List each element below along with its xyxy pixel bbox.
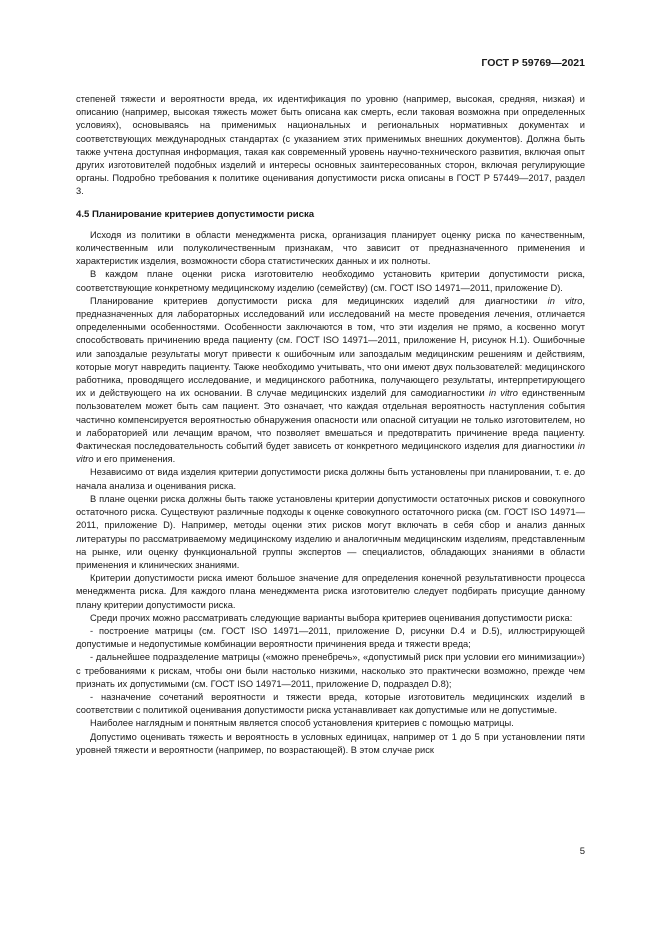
text-run: Планирование критериев допустимости риска для медицинских изделий для диагностики xyxy=(90,295,548,306)
list-item: - построение матрицы (см. ГОСТ ISO 14971—2011, приложение D, рисунки D.4 и D.5), иллюстрирующей допустимые и недопустимые комбинации вероятности причинения вреда и тяжести вреда; xyxy=(76,625,585,650)
document-code: ГОСТ Р 59769—2021 xyxy=(481,57,585,69)
paragraph: В плане оценки риска должны быть также установлены критерии допустимости остаточных рисков и совокупного остаточного риска. Существуют различные подходы к оценке совокупного остаточного риска (см. ГОСТ ISO 14971—2011, приложение D). Например, методы оценки этих рисков могут включать в себя сбор и анализ данных литературы по рассматриваемому медицинскому изделию и аналогичным медицинским изделиям, представленным на рынке, или оценку функциональной группы экспертов — специалистов, обладающих знаниями в области применения и клинических знаниями. xyxy=(76,493,585,570)
text-run: единственным пользователем может быть сам пациент. Это означает, что каждая отдельная вероятность наступления события частично компенсируется вероятностью обнаружения опасности или опасной ситуации не только изготовителем, но и лабораторией или лечащим врачом, что позволяет вмешаться и предотвратить причинение вреда пациенту. Фактическая последовательность событий будет зависеть от конкретного медицинского изделия для диагностики xyxy=(76,388,585,452)
paragraph: Наиболее наглядным и понятным является способ установления критериев с помощью матрицы. xyxy=(90,718,514,729)
paragraph: Критерии допустимости риска имеют большое значение для определения конечной результативности процесса менеджмента риска. Для каждого плана менеджмента риска изготовителю следует подбирать присущие данному плану критерии допустимости риска. xyxy=(76,573,585,610)
list-item: - назначение сочетаний вероятности и тяжести вреда, которые изготовитель медицинских изделий в соответствии с политикой оценивания допустимости риска устанавливает как допустимые или не допустимые. xyxy=(76,691,585,716)
italic-term: in vitro xyxy=(76,441,585,465)
italic-term: in vitro xyxy=(488,388,518,399)
list-item: - дальнейшее подразделение матрицы («можно пренебречь», «допустимый риск при условии его минимизации») с требованиями к рискам, чтобы они были настолько низкими, насколько это практически возможно, прежде чем признать их допустимыми (см. ГОСТ ISO 14971—2011, приложение D, подраздел D.8); xyxy=(76,652,585,689)
section-heading: 4.5 Планирование критериев допустимости риска xyxy=(76,208,315,220)
text-run: и его применения. xyxy=(93,454,176,465)
paragraph: Исходя из политики в области менеджмента риска, организация планирует оценку риска по качественным, количественным или полуколичественным признакам, что зависит от предназначенного применения и характеристик изделия, возможности сбора статистических данных и их полноты. xyxy=(76,229,585,267)
paragraph: В каждом плане оценки риска изготовителю необходимо установить критерии допустимости риска, соответствующие конкретному медицинскому изделию (семейству) (см. ГОСТ ISO 14971—2011, приложение D). xyxy=(76,269,585,293)
paragraph: Независимо от вида изделия критерии допустимости риска должны быть установлены при планировании, т. е. до начала анализа и оценивания риска. xyxy=(76,467,585,491)
paragraph: Среди прочих можно рассматривать следующие варианты выбора критериев оценивания допустимости риска: xyxy=(90,612,573,623)
paragraph: степеней тяжести и вероятности вреда, их идентификация по уровню (например, высокая, средняя, низкая) и описанию (например, высокая тяжесть может быть описана как смерть, если таковая возможна при определенных условиях), основываясь на применимых национальных и региональных нормативных документах и соответствующих международных стандартах (с указанием этих применимых внешних документов). Должна быть также учтена доступная информация, такая как современный уровень научно-технического развития, включая опыт других изготовителей подобных изделий и интересы основных заинтересованных сторон, включая регулирующие органы. Подробно требования к политике оценивания допустимости риска описаны в ГОСТ Р 57449—2017, раздел 3. xyxy=(76,94,585,197)
italic-term: in vitro xyxy=(547,295,583,306)
page-number: 5 xyxy=(579,846,585,857)
document-body xyxy=(76,93,585,757)
text-run: , предназначенных для лабораторных исследований или исследований на месте проведения лечения, отличается определенными особенностями. Особенности заключаются в том, что эти изделия не прямо, а косвенно могут способствовать причинению вреда пациенту (см. ГОСТ ISO 14971—2011, приложение Н, рисунок Н.1). Ошибочные или запоздалые результаты могут привести к ошибочным или запоздалым медицинским решениям и действиям, которые могут навредить пациенту. Также необходимо учитывать, что они имеют двух пользователей: медицинского работника, проводящего исследование, и медицинского работника, получающего результаты, интерпретирующего их и действующего на их основании. В случае медицинских изделий для самодиагностики xyxy=(76,295,585,399)
paragraph: Допустимо оценивать тяжесть и вероятность в условных единицах, например от 1 до 5 при установлении пяти уровней тяжести и вероятности (например, по возрастающей). В этом случае риск xyxy=(76,731,585,755)
paragraph xyxy=(76,295,585,467)
